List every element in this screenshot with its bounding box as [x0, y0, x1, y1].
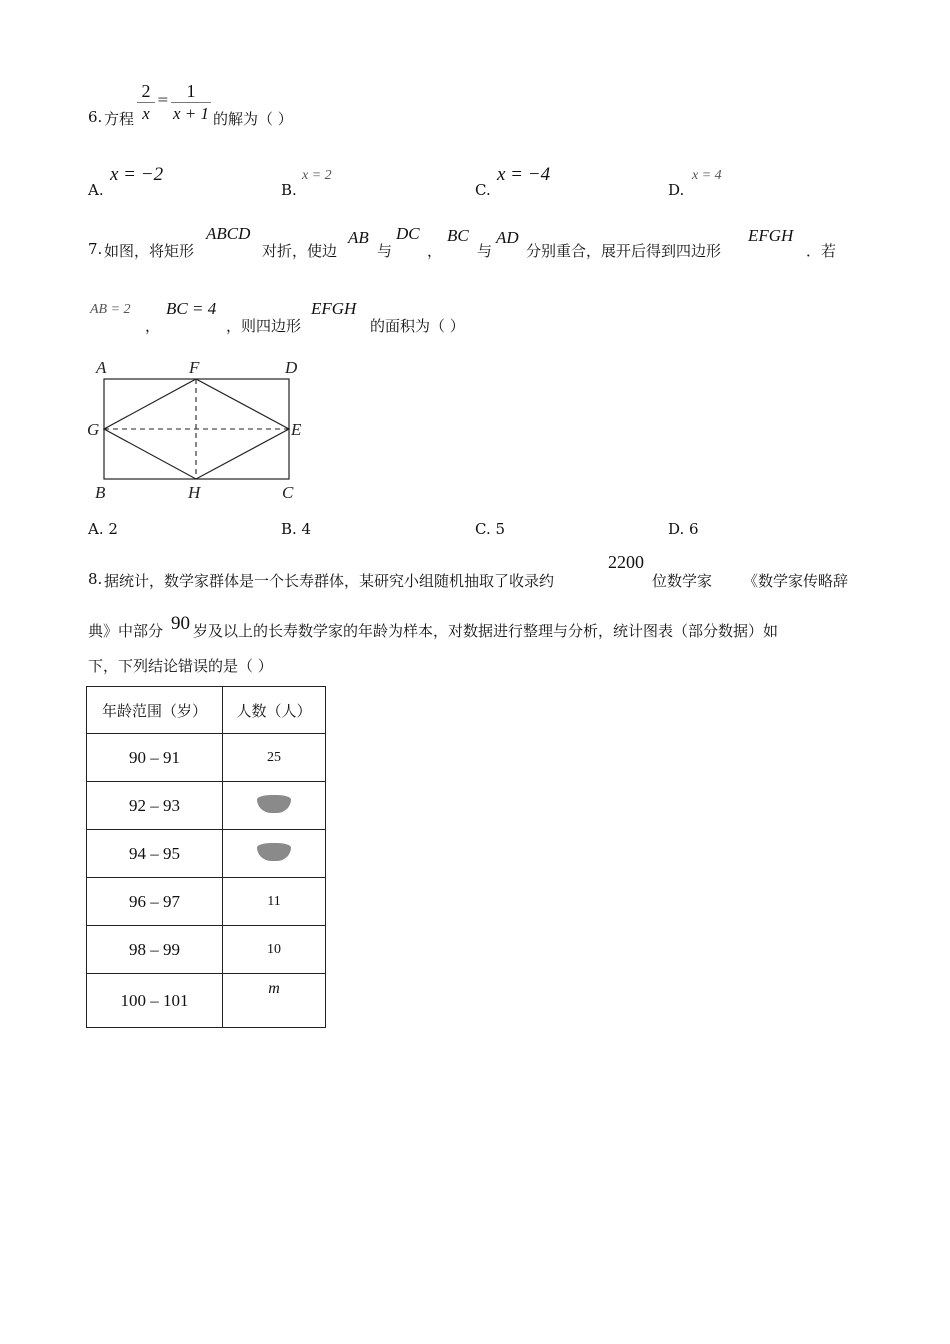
q6-fraction-right [171, 80, 211, 125]
q7-text-5: 与 [477, 242, 493, 260]
q7-math-bc: BC [447, 226, 469, 245]
table-header-count: 人数（人） [223, 687, 326, 734]
table-cell-count-m: m [223, 974, 326, 1028]
ink-blot-icon [257, 843, 291, 861]
q7-text-3: 与 [377, 242, 393, 260]
table-cell-range: 94 – 95 [87, 830, 223, 878]
q6-option-d-expr: x = 4 [692, 168, 722, 183]
q7-math-dc: DC [396, 224, 420, 243]
q6-option-b-expr: x = 2 [302, 168, 332, 183]
q6-option-d-label: D. [668, 181, 685, 199]
q7-line2-text-3: 的面积为（ ） [370, 317, 465, 335]
table-cell-range: 98 – 99 [87, 926, 223, 974]
q8-math-2200: 2200 [608, 552, 644, 572]
q7-text-1: 如图，将矩形 [104, 242, 195, 260]
label-g: G [87, 420, 100, 439]
q6-equals-sign: = [157, 92, 169, 108]
q7-math-ad: AD [496, 228, 519, 247]
age-table [86, 686, 326, 1028]
q8-text-1: 据统计，数学家群体是一个长寿群体，某研究小组随机抽取了收录约 [104, 572, 555, 590]
label-a: A [96, 358, 107, 377]
q7-text-6: 分别重合，展开后得到四边形 [526, 242, 722, 260]
q6-fraction-right-numerator: 1 [186, 81, 196, 101]
q7-math-bc-eq: BC = 4 [166, 299, 217, 318]
table-cell-count: 25 [223, 734, 326, 782]
ink-blot-icon [257, 795, 291, 813]
q7-math-abcd: ABCD [206, 224, 251, 243]
label-d: D [285, 358, 298, 377]
q7-line2-text-1: ， [145, 317, 161, 335]
q7-math-efgh-2: EFGH [311, 299, 357, 318]
q7-number: 7. [88, 240, 103, 258]
q6-option-c-expr: x = −4 [497, 164, 551, 185]
table-header-age-range: 年龄范围（岁） [87, 687, 223, 734]
q7-option-a: A. 2 [88, 520, 118, 538]
q7-figure [80, 352, 320, 504]
table-cell-count: 11 [223, 878, 326, 926]
label-f: F [189, 358, 200, 377]
q8-math-90: 90 [171, 613, 190, 634]
q8-line2-text-2: 岁及以上的长寿数学家的年龄为样本，对数据进行整理与分析，统计图表（部分数据）如 [193, 622, 779, 640]
label-h: H [188, 483, 201, 502]
q6-option-c-label: C. [475, 181, 491, 199]
table-cell-range: 96 – 97 [87, 878, 223, 926]
table-row [87, 830, 326, 878]
label-c: C [282, 483, 294, 502]
q8-text-3: 《数学家传略辞 [743, 572, 849, 590]
q7-math-efgh: EFGH [748, 226, 794, 245]
q6-option-a-label: A. [88, 181, 104, 199]
q7-text-7: ．若 [806, 242, 837, 260]
q6-option-b-label: B. [281, 181, 297, 199]
table-cell-count-obscured [223, 782, 326, 830]
table-cell-count-obscured [223, 830, 326, 878]
q7-option-c: C. 5 [475, 520, 506, 538]
table-cell-range: 92 – 93 [87, 782, 223, 830]
label-e: E [291, 420, 302, 439]
q7-math-ab-eq: AB = 2 [90, 302, 131, 317]
table-cell-range: 100 – 101 [87, 974, 223, 1028]
q6-number: 6. [88, 108, 103, 126]
table-row [87, 782, 326, 830]
q8-line3: 下，下列结论错误的是（ ） [88, 657, 273, 675]
q6-fraction-left-numerator: 2 [141, 81, 151, 101]
q7-text-4: ， [427, 242, 443, 260]
table-row [87, 926, 326, 974]
q7-line2-text-2: ，则四边形 [226, 317, 302, 335]
q7-text-2: 对折，使边 [262, 242, 338, 260]
table-row [87, 734, 326, 782]
q7-option-b: B. 4 [281, 520, 312, 538]
q6-option-a-expr: x = −2 [110, 164, 164, 185]
q6-text-before: 方程 [104, 110, 135, 128]
q6-fraction-left-denominator: x [142, 104, 150, 123]
q6-fraction-right-denominator: x + 1 [172, 104, 210, 123]
q8-line2-text-1: 典》中部分 [88, 622, 164, 640]
q7-math-ab: AB [348, 228, 369, 247]
q8-number: 8. [88, 570, 103, 588]
q7-option-d: D. 6 [668, 520, 699, 538]
table-cell-count: 10 [223, 926, 326, 974]
q6-text-after: 的解为（ ） [213, 110, 293, 128]
label-b: B [95, 483, 106, 502]
table-row [87, 974, 326, 1028]
table-row [87, 878, 326, 926]
q6-fraction-left [137, 80, 155, 125]
table-cell-range: 90 – 91 [87, 734, 223, 782]
q8-text-2: 位数学家 [652, 572, 713, 590]
table-header-row [87, 687, 326, 734]
